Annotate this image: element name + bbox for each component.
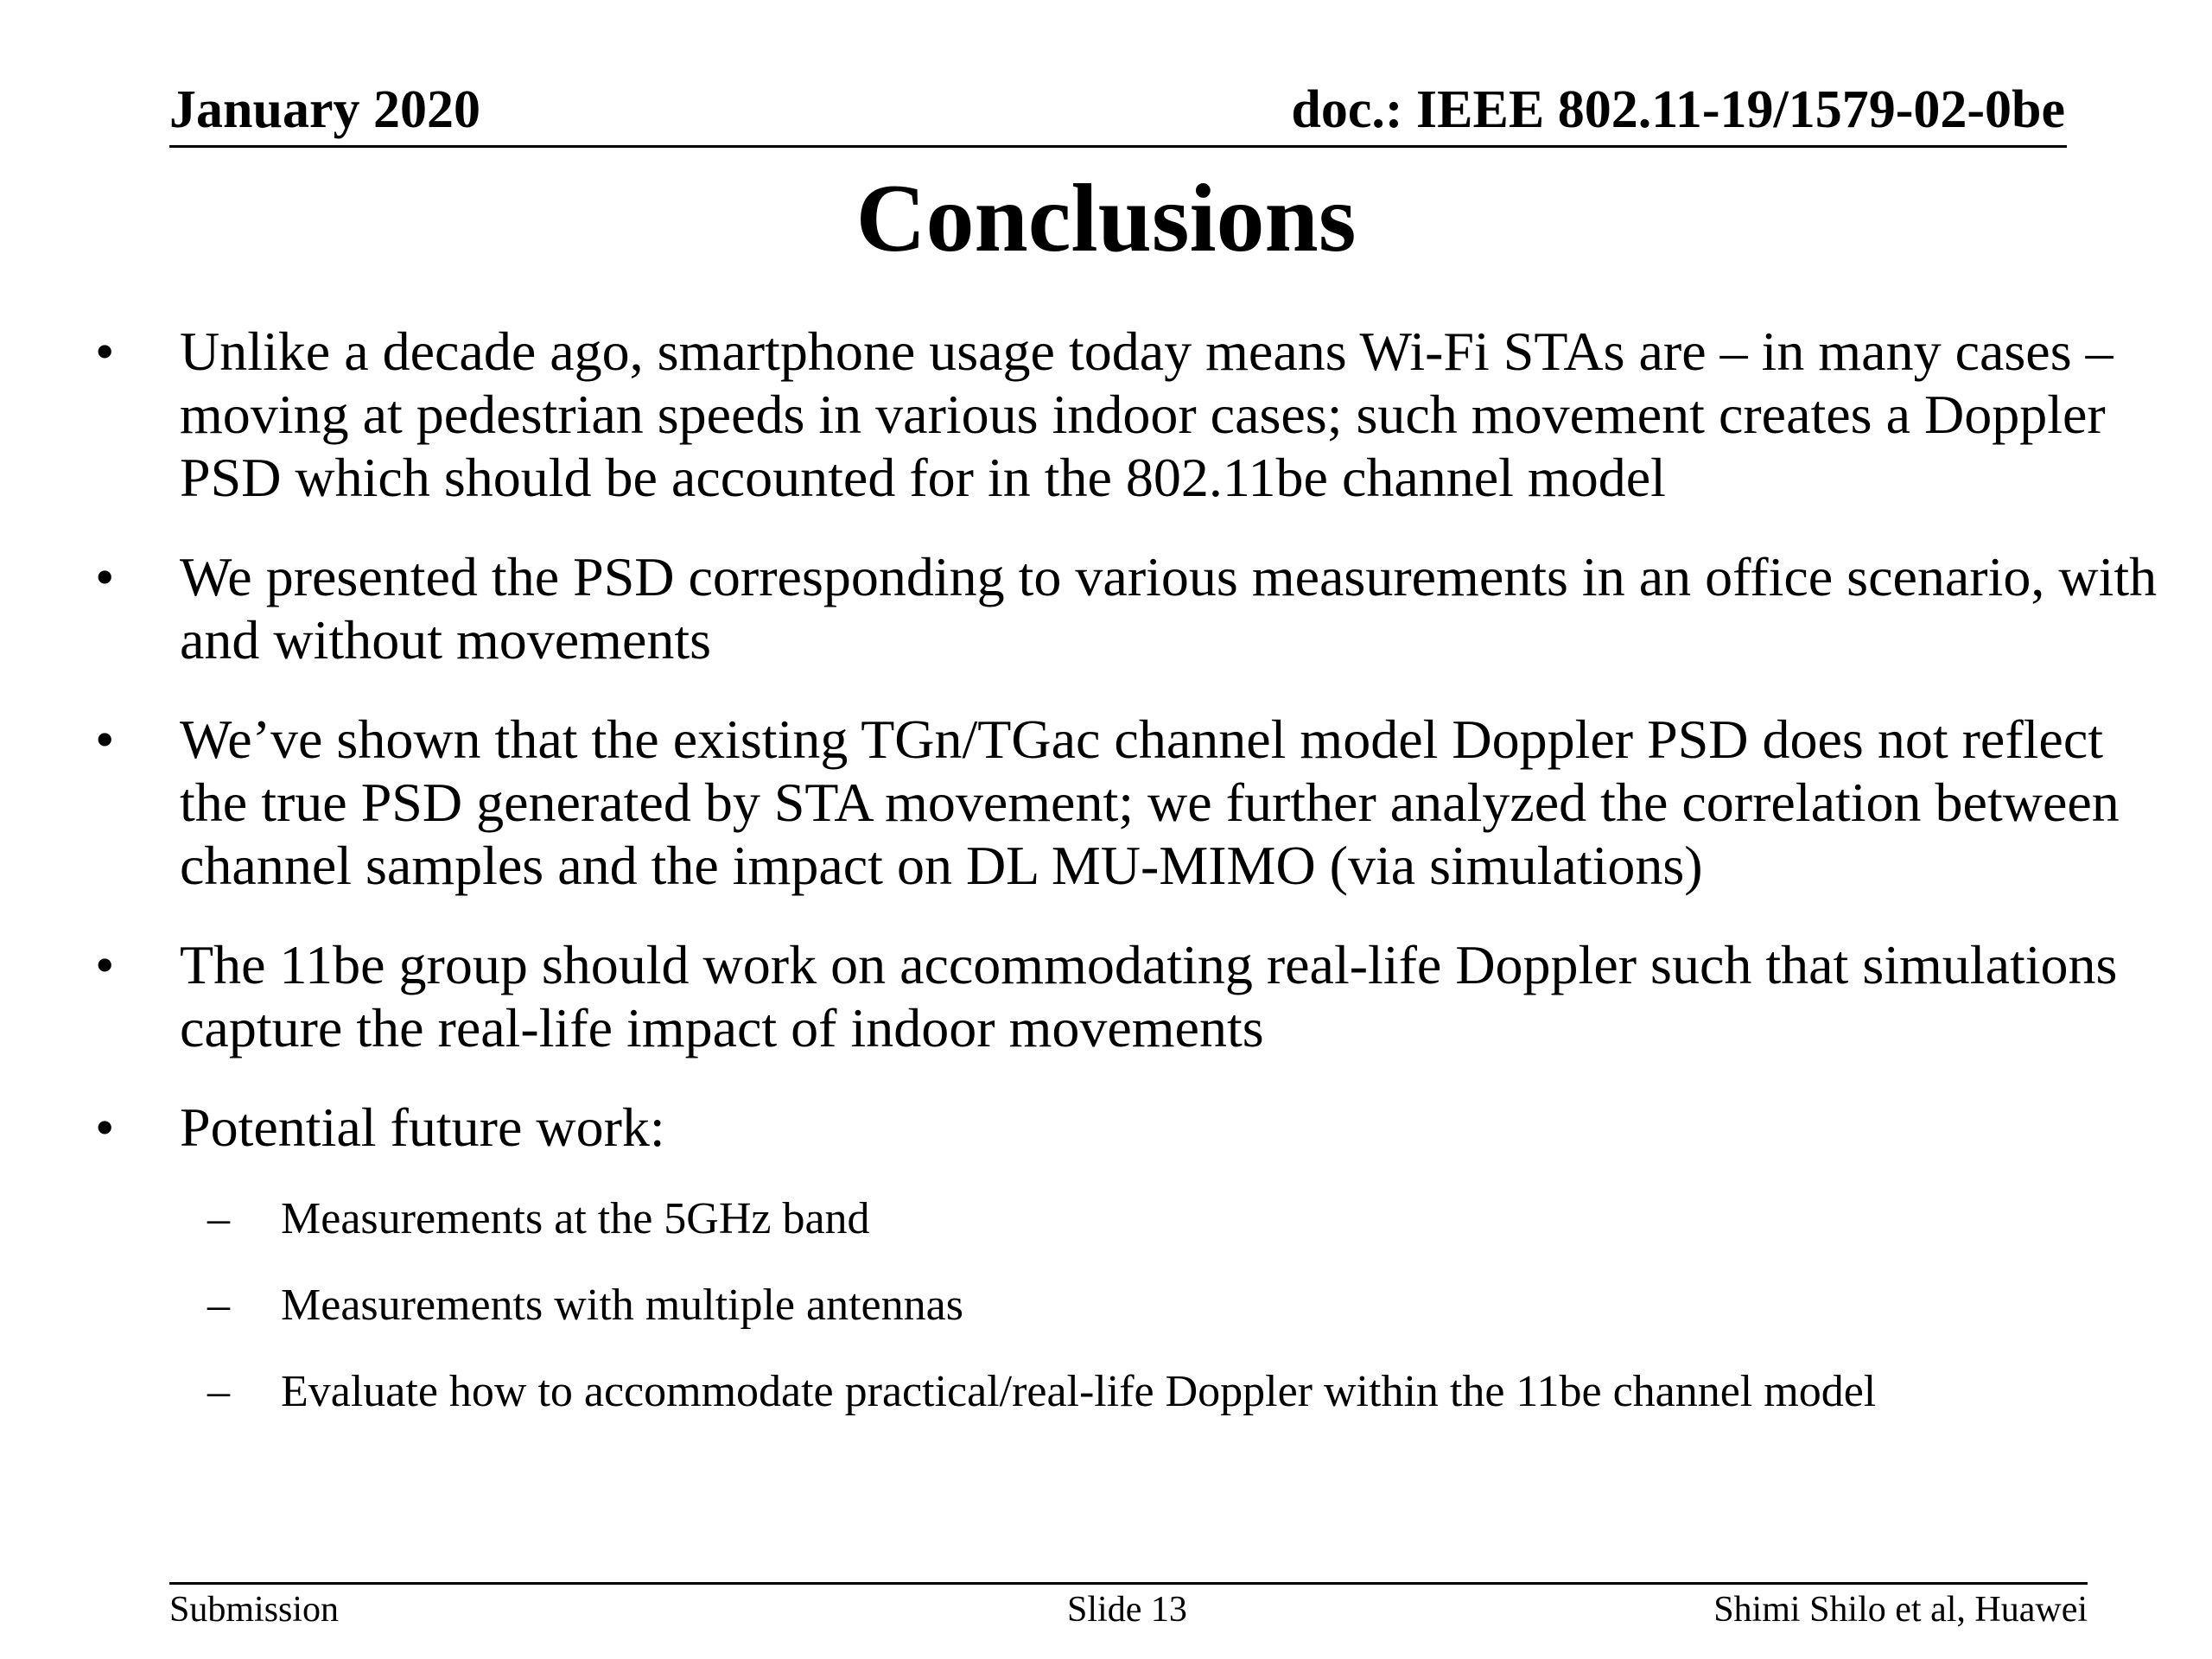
sub-bullet-text: Measurements with multiple antennas: [281, 1281, 963, 1330]
slide-title: Conclusions: [855, 165, 1357, 272]
sub-bullet-marker: –: [207, 1367, 230, 1416]
sub-bullet-item: [86, 1193, 2177, 1245]
footer-divider: [169, 1582, 2088, 1585]
bullet-marker: •: [95, 934, 115, 995]
sub-bullet-item: [86, 1366, 2177, 1418]
sub-bullet-marker: –: [207, 1194, 230, 1243]
bullet-item: [86, 545, 2177, 671]
sub-bullet-text: Evaluate how to accommodate practical/real-life Doppler within the 11be channel model: [281, 1367, 1877, 1416]
bullet-text: We presented the PSD corresponding to various measurements in an office scenario, with and without movements: [180, 546, 2158, 671]
bullet-text: We’ve shown that the existing TGn/TGac channel model Doppler PSD does not reflect the true PSD generated by STA movement; we further analyzed the correlation between channel samples and the impact on DL MU-MIMO (via simulations): [180, 709, 2120, 896]
bullet-text: The 11be group should work on accommodating real-life Doppler such that simulations capture the real-life impact of indoor movements: [180, 934, 2118, 1058]
bullet-marker: •: [95, 709, 115, 770]
footer-authors: Shimi Shilo et al, Huawei: [1713, 1590, 2088, 1630]
bullet-marker: •: [95, 321, 115, 382]
sub-bullet-item: [86, 1280, 2177, 1332]
footer-slide-number: Slide 13: [1067, 1590, 1187, 1630]
bullet-item: [86, 933, 2177, 1059]
bullet-text: Unlike a decade ago, smartphone usage today means Wi-Fi STAs are – in many cases – moving at pedestrian speeds in various indoor cases; such movement creates a Doppler PSD which should be accounted for in the 802.11be channel model: [180, 321, 2113, 508]
sub-bullet-text: Measurements at the 5GHz band: [281, 1194, 870, 1243]
bullet-item: [86, 320, 2177, 509]
bullet-marker: •: [95, 546, 115, 607]
sub-bullet-marker: –: [207, 1281, 230, 1330]
header-date: January 2020: [169, 80, 480, 139]
bullet-item: [86, 1096, 2177, 1159]
bullet-text: Potential future work:: [180, 1096, 665, 1158]
slide-body: [86, 320, 2177, 1418]
header-doc-id: doc.: IEEE 802.11-19/1579-02-0be: [1291, 80, 2065, 139]
bullet-marker: •: [95, 1096, 115, 1158]
header-divider: [169, 145, 2067, 148]
bullet-item: [86, 708, 2177, 897]
footer-submission: Submission: [169, 1590, 340, 1630]
